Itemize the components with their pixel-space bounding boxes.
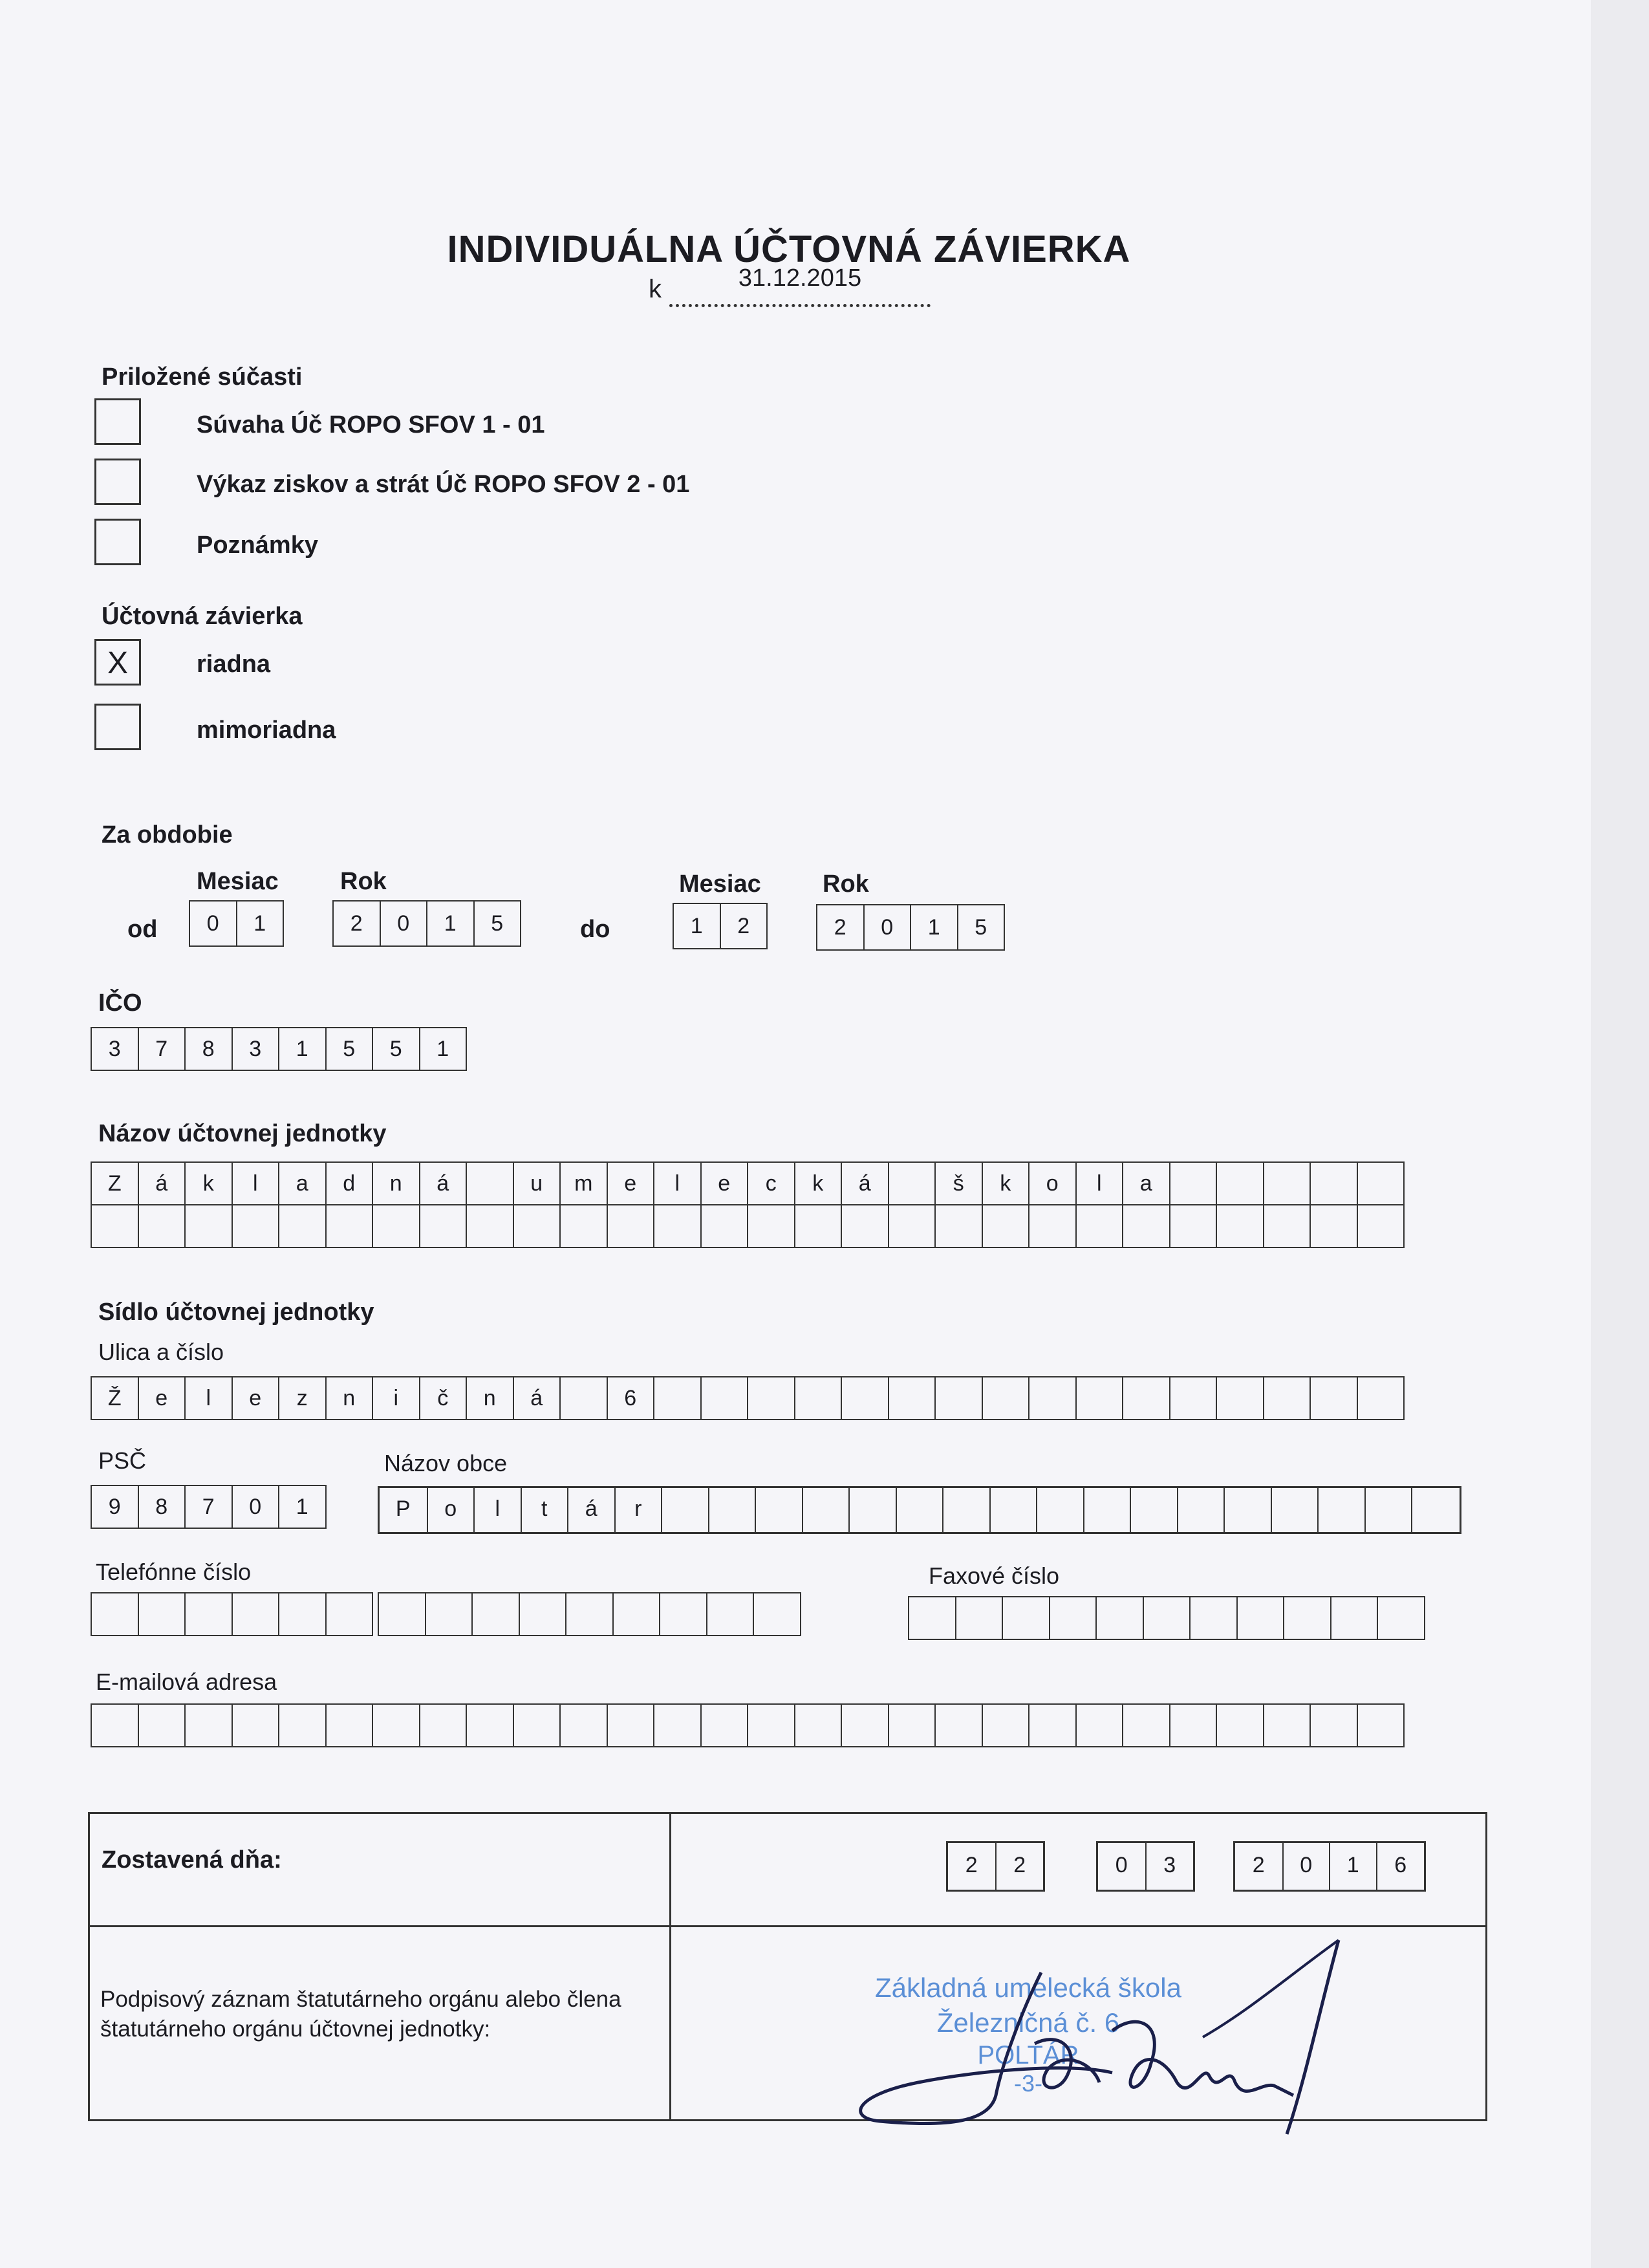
char-cell[interactable]: a bbox=[278, 1161, 327, 1205]
char-cell[interactable] bbox=[138, 1592, 186, 1636]
table-divider-vertical bbox=[669, 1814, 671, 2119]
char-cell[interactable]: 5 bbox=[473, 900, 522, 947]
char-cell[interactable]: u bbox=[513, 1161, 561, 1205]
char-cell[interactable]: Ž bbox=[91, 1376, 139, 1420]
char-cell[interactable]: e bbox=[700, 1161, 749, 1205]
char-cell[interactable] bbox=[138, 1703, 186, 1747]
char-cell[interactable] bbox=[942, 1488, 991, 1532]
stamp-line-1: Základná umelecká škola bbox=[875, 1972, 1181, 2003]
char-cell[interactable] bbox=[1049, 1596, 1097, 1640]
city-label: Názov obce bbox=[384, 1450, 508, 1476]
char-cell[interactable] bbox=[607, 1703, 655, 1747]
char-cell[interactable] bbox=[1310, 1376, 1358, 1420]
char-cell[interactable] bbox=[91, 1204, 139, 1248]
char-cell[interactable] bbox=[659, 1592, 707, 1636]
char-cell[interactable] bbox=[278, 1592, 327, 1636]
char-cell[interactable] bbox=[91, 1592, 139, 1636]
char-cell[interactable]: d bbox=[325, 1161, 374, 1205]
char-cell[interactable]: 1 bbox=[910, 904, 958, 951]
char-cell[interactable] bbox=[841, 1376, 889, 1420]
page-edge bbox=[1591, 0, 1649, 2268]
char-cell[interactable] bbox=[755, 1488, 803, 1532]
char-cell[interactable] bbox=[559, 1204, 608, 1248]
checkbox-vykaz[interactable] bbox=[94, 459, 141, 505]
char-cell[interactable] bbox=[747, 1376, 795, 1420]
label-poznamky: Poznámky bbox=[197, 532, 318, 559]
char-cell[interactable] bbox=[372, 1204, 420, 1248]
char-cell[interactable] bbox=[1036, 1488, 1084, 1532]
char-cell[interactable] bbox=[794, 1204, 843, 1248]
char-cell[interactable] bbox=[1169, 1703, 1218, 1747]
char-cell[interactable] bbox=[419, 1703, 468, 1747]
char-cell[interactable] bbox=[419, 1204, 468, 1248]
char-cell[interactable] bbox=[1236, 1596, 1285, 1640]
char-cell[interactable]: c bbox=[747, 1161, 795, 1205]
checkbox-suvaha[interactable] bbox=[94, 398, 141, 445]
entity-name-label: Názov účtovnej jednotky bbox=[98, 1120, 387, 1147]
char-cell[interactable] bbox=[372, 1703, 420, 1747]
char-cell[interactable]: k bbox=[982, 1161, 1030, 1205]
char-cell[interactable] bbox=[1143, 1596, 1191, 1640]
char-cell[interactable] bbox=[982, 1703, 1030, 1747]
char-cell[interactable] bbox=[955, 1596, 1004, 1640]
from-year-label: Rok bbox=[340, 868, 387, 895]
date-prefix: k bbox=[649, 275, 662, 303]
char-cell[interactable] bbox=[1177, 1488, 1225, 1532]
char-cell[interactable]: 1 bbox=[673, 903, 721, 949]
char-cell[interactable] bbox=[1411, 1488, 1460, 1532]
char-cell[interactable]: 2 bbox=[1235, 1843, 1284, 1890]
email-label: E-mailová adresa bbox=[96, 1669, 277, 1695]
char-cell[interactable] bbox=[1330, 1596, 1379, 1640]
char-cell[interactable]: 1 bbox=[236, 900, 285, 947]
signature-label: Podpisový záznam štatutárneho orgánu alebo člena štatutárneho orgánu účtovnej jednotky: bbox=[100, 1987, 621, 2042]
char-cell[interactable] bbox=[753, 1592, 801, 1636]
char-cell[interactable]: k bbox=[794, 1161, 843, 1205]
char-cell[interactable]: l bbox=[184, 1376, 233, 1420]
char-cell[interactable] bbox=[1028, 1376, 1077, 1420]
char-cell[interactable]: 9 bbox=[91, 1485, 139, 1529]
label-riadna: riadna bbox=[197, 651, 271, 678]
char-cell[interactable]: 0 bbox=[189, 900, 237, 947]
char-cell[interactable] bbox=[559, 1376, 608, 1420]
char-cell[interactable] bbox=[1263, 1204, 1311, 1248]
char-cell[interactable]: 2 bbox=[332, 900, 381, 947]
fax-cells[interactable] bbox=[908, 1596, 1425, 1640]
char-cell[interactable]: á bbox=[138, 1161, 186, 1205]
char-cell[interactable] bbox=[278, 1204, 327, 1248]
street-label: Ulica a číslo bbox=[98, 1339, 224, 1365]
from-month-label: Mesiac bbox=[197, 868, 279, 895]
char-cell[interactable] bbox=[1216, 1161, 1264, 1205]
char-cell[interactable] bbox=[1283, 1596, 1331, 1640]
compiled-day-cells[interactable] bbox=[946, 1841, 1045, 1892]
to-month-label: Mesiac bbox=[679, 870, 761, 898]
char-cell[interactable] bbox=[1223, 1488, 1272, 1532]
char-cell[interactable]: l bbox=[653, 1161, 702, 1205]
label-suvaha: Súvaha Úč ROPO SFOV 1 - 01 bbox=[197, 411, 545, 438]
char-cell[interactable]: 8 bbox=[138, 1485, 186, 1529]
to-year-label: Rok bbox=[823, 870, 869, 898]
char-cell[interactable] bbox=[888, 1376, 936, 1420]
char-cell[interactable] bbox=[1075, 1204, 1124, 1248]
char-cell[interactable]: n bbox=[466, 1376, 514, 1420]
phone-cells-b[interactable] bbox=[378, 1592, 801, 1636]
document-title: INDIVIDUÁLNA ÚČTOVNÁ ZÁVIERKA bbox=[447, 228, 1131, 270]
char-cell[interactable] bbox=[513, 1703, 561, 1747]
char-cell[interactable]: á bbox=[513, 1376, 561, 1420]
char-cell[interactable] bbox=[1095, 1596, 1144, 1640]
char-cell[interactable]: l bbox=[1075, 1161, 1124, 1205]
checkbox-mimoriadna[interactable] bbox=[94, 704, 141, 750]
char-cell[interactable] bbox=[700, 1703, 749, 1747]
char-cell[interactable]: m bbox=[559, 1161, 608, 1205]
char-cell[interactable]: 0 bbox=[1282, 1843, 1331, 1890]
compiled-label: Zostavená dňa: bbox=[102, 1846, 282, 1874]
stamp-line-2: Železničná č. 6 bbox=[936, 2007, 1120, 2038]
char-cell[interactable]: k bbox=[184, 1161, 233, 1205]
to-month-cells[interactable] bbox=[673, 903, 768, 949]
char-cell[interactable] bbox=[1310, 1703, 1358, 1747]
period-heading: Za obdobie bbox=[102, 821, 233, 848]
checkbox-riadna[interactable]: X bbox=[94, 639, 141, 686]
table-divider-horizontal bbox=[90, 1925, 1485, 1927]
char-cell[interactable] bbox=[934, 1204, 983, 1248]
from-label: od bbox=[127, 916, 158, 943]
label-vykaz: Výkaz ziskov a strát Úč ROPO SFOV 2 - 01 bbox=[197, 471, 690, 498]
char-cell[interactable] bbox=[1028, 1703, 1077, 1747]
char-cell[interactable] bbox=[1216, 1376, 1264, 1420]
char-cell[interactable] bbox=[565, 1592, 614, 1636]
char-cell[interactable] bbox=[1357, 1703, 1405, 1747]
char-cell[interactable]: 2 bbox=[948, 1843, 997, 1890]
char-cell[interactable] bbox=[519, 1592, 567, 1636]
entity-name-row2[interactable] bbox=[91, 1204, 1405, 1248]
closing-heading: Účtovná závierka bbox=[102, 603, 303, 630]
char-cell[interactable] bbox=[325, 1592, 374, 1636]
char-cell[interactable]: 0 bbox=[1098, 1843, 1147, 1890]
char-cell[interactable] bbox=[1189, 1596, 1238, 1640]
stamp-line-4: -3- bbox=[1014, 2070, 1042, 2097]
char-cell[interactable]: č bbox=[419, 1376, 468, 1420]
char-cell[interactable]: e bbox=[232, 1376, 280, 1420]
char-cell[interactable] bbox=[888, 1703, 936, 1747]
char-cell[interactable]: i bbox=[372, 1376, 420, 1420]
char-cell[interactable]: 2 bbox=[816, 904, 865, 951]
char-cell[interactable] bbox=[794, 1376, 843, 1420]
char-cell[interactable] bbox=[184, 1703, 233, 1747]
char-cell[interactable]: r bbox=[614, 1488, 663, 1532]
char-cell[interactable] bbox=[1357, 1204, 1405, 1248]
char-cell[interactable] bbox=[1122, 1703, 1170, 1747]
char-cell[interactable]: Z bbox=[91, 1161, 139, 1205]
city-cells[interactable] bbox=[378, 1486, 1461, 1534]
char-cell[interactable] bbox=[706, 1592, 755, 1636]
char-cell[interactable]: l bbox=[232, 1161, 280, 1205]
address-heading: Sídlo účtovnej jednotky bbox=[98, 1299, 374, 1326]
char-cell[interactable] bbox=[896, 1488, 944, 1532]
ico-cells[interactable] bbox=[91, 1027, 467, 1071]
email-cells[interactable] bbox=[91, 1703, 1405, 1747]
char-cell[interactable]: 7 bbox=[138, 1027, 186, 1071]
entity-name-row1[interactable] bbox=[91, 1161, 1405, 1205]
char-cell[interactable]: 1 bbox=[278, 1485, 327, 1529]
char-cell[interactable]: 3 bbox=[232, 1027, 280, 1071]
char-cell[interactable] bbox=[982, 1376, 1030, 1420]
char-cell[interactable]: o bbox=[1028, 1161, 1077, 1205]
char-cell[interactable] bbox=[471, 1592, 520, 1636]
char-cell[interactable] bbox=[232, 1703, 280, 1747]
label-mimoriadna: mimoriadna bbox=[197, 717, 336, 744]
char-cell[interactable] bbox=[888, 1204, 936, 1248]
char-cell[interactable]: 3 bbox=[91, 1027, 139, 1071]
char-cell[interactable]: t bbox=[521, 1488, 569, 1532]
char-cell[interactable]: á bbox=[841, 1161, 889, 1205]
date-field[interactable] bbox=[669, 265, 931, 307]
char-cell[interactable] bbox=[700, 1376, 749, 1420]
char-cell[interactable] bbox=[653, 1204, 702, 1248]
char-cell[interactable] bbox=[612, 1592, 661, 1636]
char-cell[interactable] bbox=[232, 1204, 280, 1248]
char-cell[interactable] bbox=[1271, 1488, 1319, 1532]
char-cell[interactable]: 7 bbox=[184, 1485, 233, 1529]
char-cell[interactable] bbox=[1377, 1596, 1425, 1640]
to-year-cells[interactable] bbox=[816, 904, 1005, 951]
char-cell[interactable]: 6 bbox=[1376, 1843, 1425, 1890]
char-cell[interactable] bbox=[138, 1204, 186, 1248]
char-cell[interactable] bbox=[378, 1592, 426, 1636]
char-cell[interactable] bbox=[1122, 1204, 1170, 1248]
from-month-cells[interactable] bbox=[189, 900, 284, 947]
char-cell[interactable] bbox=[848, 1488, 897, 1532]
char-cell[interactable] bbox=[1216, 1703, 1264, 1747]
char-cell[interactable] bbox=[1130, 1488, 1178, 1532]
handwritten-signature bbox=[841, 1934, 1358, 2141]
fax-label: Faxové číslo bbox=[929, 1562, 1060, 1589]
char-cell[interactable] bbox=[1310, 1204, 1358, 1248]
to-label: do bbox=[580, 916, 610, 943]
char-cell[interactable]: l bbox=[473, 1488, 522, 1532]
char-cell[interactable] bbox=[708, 1488, 757, 1532]
char-cell[interactable] bbox=[91, 1703, 139, 1747]
char-cell[interactable] bbox=[1075, 1376, 1124, 1420]
char-cell[interactable] bbox=[1263, 1161, 1311, 1205]
char-cell[interactable]: 5 bbox=[325, 1027, 374, 1071]
char-cell[interactable] bbox=[1122, 1376, 1170, 1420]
char-cell[interactable] bbox=[1310, 1161, 1358, 1205]
char-cell[interactable] bbox=[1002, 1596, 1050, 1640]
psc-label: PSČ bbox=[98, 1447, 147, 1474]
char-cell[interactable] bbox=[1357, 1376, 1405, 1420]
char-cell[interactable] bbox=[700, 1204, 749, 1248]
char-cell[interactable] bbox=[1317, 1488, 1366, 1532]
char-cell[interactable]: š bbox=[934, 1161, 983, 1205]
char-cell[interactable] bbox=[232, 1592, 280, 1636]
char-cell[interactable] bbox=[908, 1596, 956, 1640]
char-cell[interactable]: o bbox=[427, 1488, 475, 1532]
char-cell[interactable]: 0 bbox=[380, 900, 428, 947]
char-cell[interactable] bbox=[1169, 1376, 1218, 1420]
char-cell[interactable] bbox=[466, 1204, 514, 1248]
char-cell[interactable] bbox=[841, 1204, 889, 1248]
date-line bbox=[649, 265, 931, 307]
compiled-month-cells[interactable] bbox=[1096, 1841, 1195, 1892]
char-cell[interactable]: z bbox=[278, 1376, 327, 1420]
char-cell[interactable]: P bbox=[380, 1488, 428, 1532]
char-cell[interactable]: á bbox=[567, 1488, 616, 1532]
char-cell[interactable]: 0 bbox=[232, 1485, 280, 1529]
char-cell[interactable]: e bbox=[607, 1161, 655, 1205]
char-cell[interactable]: 1 bbox=[426, 900, 475, 947]
char-cell[interactable] bbox=[934, 1703, 983, 1747]
char-cell[interactable] bbox=[1364, 1488, 1413, 1532]
char-cell[interactable] bbox=[325, 1703, 374, 1747]
char-cell[interactable] bbox=[1263, 1376, 1311, 1420]
phone-cells-a[interactable] bbox=[91, 1592, 373, 1636]
compiled-year-cells[interactable] bbox=[1233, 1841, 1426, 1892]
char-cell[interactable] bbox=[747, 1204, 795, 1248]
char-cell[interactable] bbox=[982, 1204, 1030, 1248]
char-cell[interactable] bbox=[934, 1376, 983, 1420]
char-cell[interactable] bbox=[278, 1703, 327, 1747]
char-cell[interactable]: 1 bbox=[1329, 1843, 1377, 1890]
char-cell[interactable] bbox=[184, 1204, 233, 1248]
char-cell[interactable] bbox=[1169, 1204, 1218, 1248]
char-cell[interactable] bbox=[184, 1592, 233, 1636]
char-cell[interactable]: 5 bbox=[372, 1027, 420, 1071]
char-cell[interactable]: n bbox=[325, 1376, 374, 1420]
char-cell[interactable] bbox=[1083, 1488, 1132, 1532]
char-cell[interactable]: 2 bbox=[720, 903, 768, 949]
char-cell[interactable] bbox=[794, 1703, 843, 1747]
char-cell[interactable] bbox=[1169, 1161, 1218, 1205]
ico-label: IČO bbox=[98, 989, 142, 1017]
char-cell[interactable] bbox=[989, 1488, 1038, 1532]
char-cell[interactable]: 5 bbox=[957, 904, 1006, 951]
char-cell[interactable] bbox=[1075, 1703, 1124, 1747]
street-cells[interactable] bbox=[91, 1376, 1405, 1420]
char-cell[interactable]: 1 bbox=[419, 1027, 468, 1071]
char-cell[interactable] bbox=[1357, 1161, 1405, 1205]
char-cell[interactable] bbox=[513, 1204, 561, 1248]
char-cell[interactable] bbox=[1028, 1204, 1077, 1248]
char-cell[interactable] bbox=[466, 1161, 514, 1205]
stamp-line-3: POLTÁR bbox=[977, 2041, 1079, 2069]
checkbox-poznamky[interactable] bbox=[94, 519, 141, 565]
char-cell[interactable] bbox=[841, 1703, 889, 1747]
char-cell[interactable] bbox=[653, 1376, 702, 1420]
psc-cells[interactable] bbox=[91, 1485, 327, 1529]
char-cell[interactable] bbox=[653, 1703, 702, 1747]
char-cell[interactable] bbox=[661, 1488, 709, 1532]
phone-label: Telefónne číslo bbox=[96, 1559, 252, 1585]
char-cell[interactable]: 1 bbox=[278, 1027, 327, 1071]
char-cell[interactable] bbox=[466, 1703, 514, 1747]
date-value: 31.12.2015 bbox=[738, 265, 862, 292]
char-cell[interactable]: á bbox=[419, 1161, 468, 1205]
char-cell[interactable] bbox=[1263, 1703, 1311, 1747]
char-cell[interactable]: e bbox=[138, 1376, 186, 1420]
from-year-cells[interactable] bbox=[332, 900, 521, 947]
char-cell[interactable]: 8 bbox=[184, 1027, 233, 1071]
char-cell[interactable]: 2 bbox=[995, 1843, 1044, 1890]
components-heading: Priložené súčasti bbox=[102, 363, 303, 391]
char-cell[interactable]: 6 bbox=[607, 1376, 655, 1420]
char-cell[interactable] bbox=[325, 1204, 374, 1248]
char-cell[interactable] bbox=[747, 1703, 795, 1747]
char-cell[interactable] bbox=[607, 1204, 655, 1248]
char-cell[interactable] bbox=[802, 1488, 850, 1532]
char-cell[interactable]: 3 bbox=[1145, 1843, 1194, 1890]
char-cell[interactable]: 0 bbox=[863, 904, 912, 951]
char-cell[interactable] bbox=[1216, 1204, 1264, 1248]
char-cell[interactable] bbox=[888, 1161, 936, 1205]
char-cell[interactable]: n bbox=[372, 1161, 420, 1205]
char-cell[interactable] bbox=[425, 1592, 473, 1636]
char-cell[interactable]: a bbox=[1122, 1161, 1170, 1205]
char-cell[interactable] bbox=[559, 1703, 608, 1747]
